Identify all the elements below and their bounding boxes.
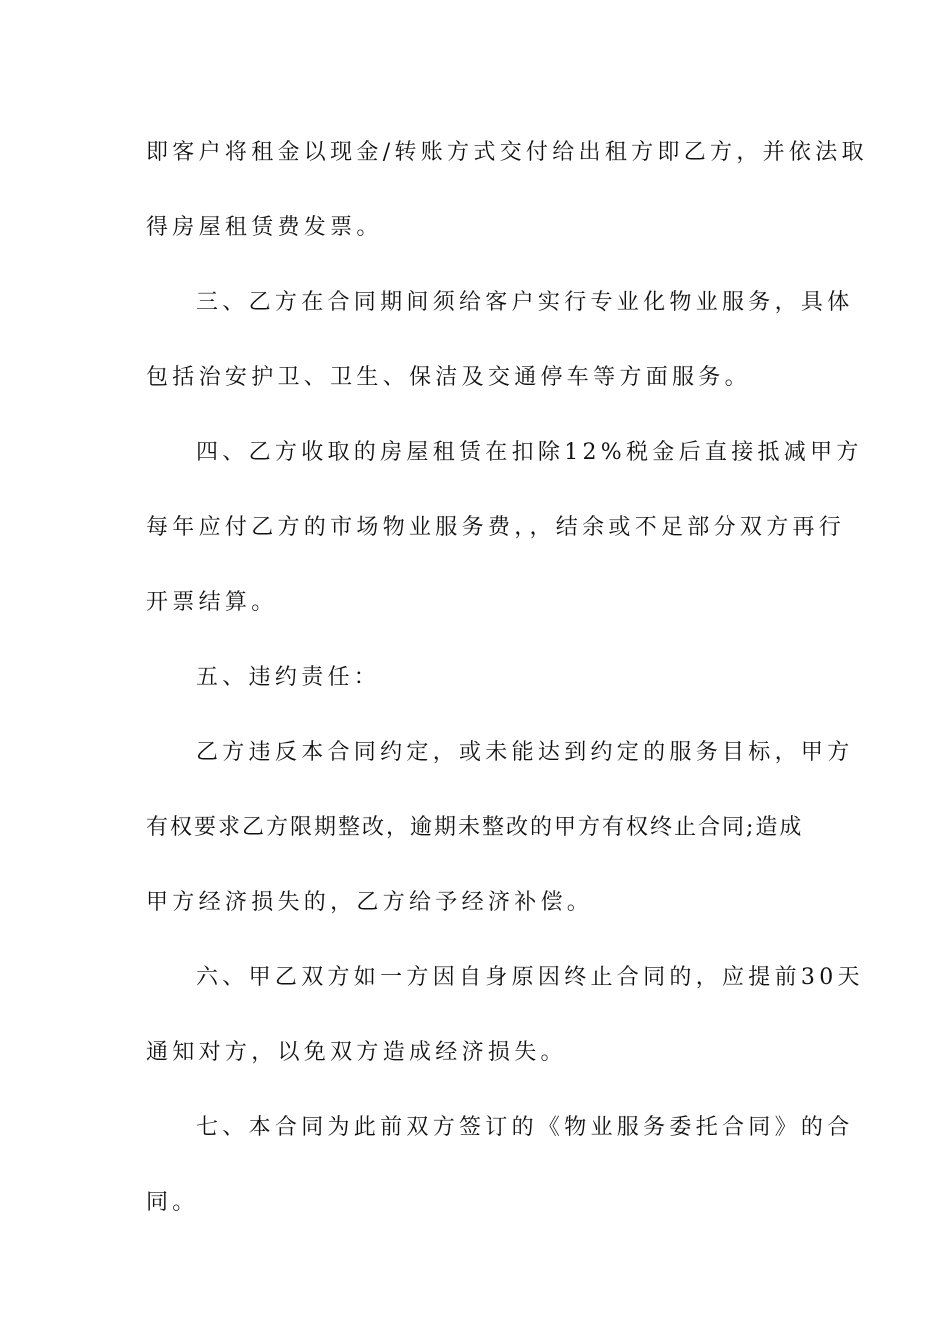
paragraph-line: 通知对方，以免双方造成经济损失。 [146, 1040, 567, 1065]
paragraph-line: 得房屋租赁费发票。 [146, 215, 383, 240]
paragraph-line: 即客户将租金以现金/转账方式交付给出租方即乙方，并依法取 [146, 140, 868, 165]
paragraph-line: 七、本合同为此前双方签订的《物业服务委托合同》的合 [196, 1115, 854, 1140]
paragraph-line: 六、甲乙双方如一方因自身原因终止合同的，应提前30天 [196, 965, 864, 990]
paragraph-line: 同。 [146, 1190, 199, 1215]
paragraph-line: 三、乙方在合同期间须给客户实行专业化物业服务，具体 [196, 290, 854, 315]
section-heading: 五、违约责任： [196, 665, 381, 690]
paragraph-line: 开票结算。 [146, 590, 278, 615]
paragraph-line: 甲方经济损失的，乙方给予经济补偿。 [146, 890, 594, 915]
paragraph-line: 乙方违反本合同约定，或未能达到约定的服务目标，甲方 [196, 740, 854, 765]
paragraph-line: 有权要求乙方限期整改，逾期未整改的甲方有权终止合同;造成 [146, 815, 804, 840]
paragraph-line: 每年应付乙方的市场物业服务费，，结余或不足部分双方再行 [146, 515, 846, 540]
paragraph-line: 包括治安护卫、卫生、保洁及交通停车等方面服务。 [146, 365, 751, 390]
paragraph-line: 四、乙方收取的房屋租赁在扣除12%税金后直接抵减甲方 [196, 440, 863, 465]
